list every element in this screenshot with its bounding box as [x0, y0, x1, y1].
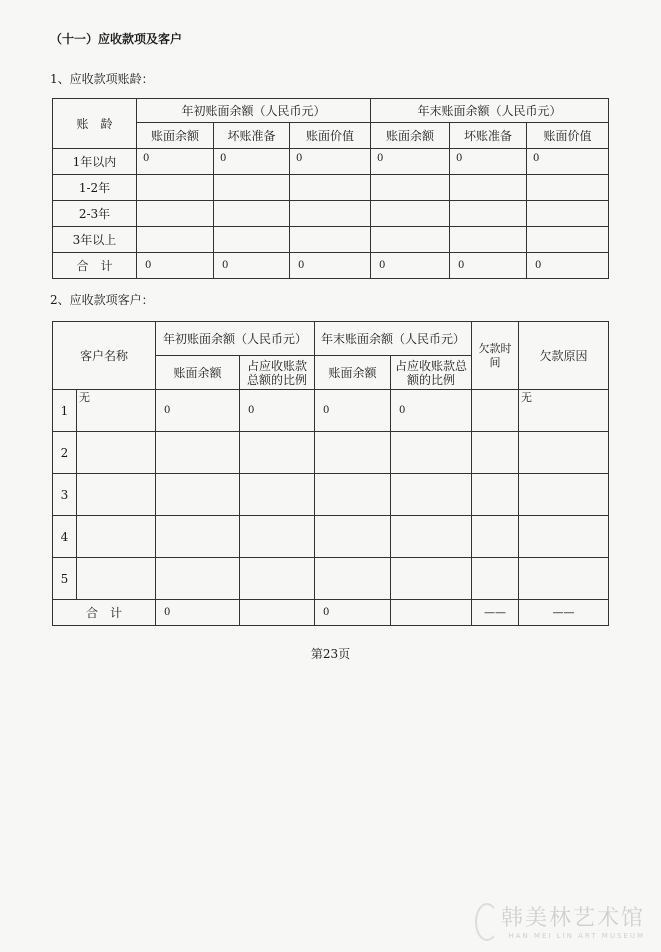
- cell: 0: [214, 149, 290, 175]
- overdue-time: [472, 516, 519, 558]
- total-label: 合 计: [53, 600, 156, 626]
- col-header: 账面余额: [371, 123, 450, 149]
- watermark-subtext: HAN MEI LIN ART MUSEUM: [508, 932, 645, 940]
- begin-balance-header: 年初账面余额（人民币元）: [156, 322, 315, 356]
- cell: [450, 201, 527, 227]
- cell: [290, 227, 371, 253]
- col-header: 坏账准备: [450, 123, 527, 149]
- cell: [156, 558, 240, 600]
- row-label: 合 计: [53, 253, 137, 279]
- cell: 0: [450, 149, 527, 175]
- cell: [240, 558, 315, 600]
- cell: [214, 175, 290, 201]
- section-heading: （十一）应收款项及客户: [50, 32, 183, 46]
- cell: [391, 432, 472, 474]
- customer-table: [52, 321, 609, 626]
- col-header: 占应收账款总额的比例: [240, 356, 315, 390]
- cell: [315, 432, 391, 474]
- age-header: 账 龄: [53, 99, 137, 149]
- customer-table-title: 2、应收款项客户：: [50, 293, 154, 307]
- cell: [240, 432, 315, 474]
- cell: [240, 516, 315, 558]
- cell: 0: [391, 390, 472, 432]
- cell: [315, 516, 391, 558]
- cell: [391, 474, 472, 516]
- row-label: 1年以内: [53, 149, 137, 175]
- cell: 0: [450, 253, 527, 279]
- cell: [371, 175, 450, 201]
- table-row: [53, 201, 609, 227]
- row-index: 2: [53, 432, 77, 474]
- customer-name: [77, 516, 156, 558]
- cell: [240, 474, 315, 516]
- row-index: 3: [53, 474, 77, 516]
- cell: 0: [240, 390, 315, 432]
- cell: [527, 227, 609, 253]
- cell: 0: [315, 390, 391, 432]
- cell: 0: [137, 253, 214, 279]
- customer-name: [77, 558, 156, 600]
- cell: [371, 201, 450, 227]
- aging-table-title: 1、应收款项账龄：: [50, 72, 154, 86]
- customer-name: [77, 474, 156, 516]
- cell: [290, 201, 371, 227]
- cell: 0: [527, 253, 609, 279]
- overdue-reason: [519, 558, 609, 600]
- col-header: 坏账准备: [214, 123, 290, 149]
- cell: 0: [527, 149, 609, 175]
- row-label: 1-2年: [53, 175, 137, 201]
- overdue-time: [472, 390, 519, 432]
- cell: [315, 474, 391, 516]
- cell: 0: [214, 253, 290, 279]
- table-row: [53, 558, 609, 600]
- cell: 0: [290, 253, 371, 279]
- cell: 0: [290, 149, 371, 175]
- overdue-time: ——: [472, 600, 519, 626]
- cell: [137, 227, 214, 253]
- customer-name: [77, 432, 156, 474]
- cell: [391, 516, 472, 558]
- cell: [156, 516, 240, 558]
- col-header: 占应收账款总额的比例: [391, 356, 472, 390]
- overdue-time-header: 欠款时间: [472, 322, 519, 390]
- cell: 0: [156, 600, 240, 626]
- cell: [391, 558, 472, 600]
- cell: 0: [137, 149, 214, 175]
- end-balance-header: 年末账面余额（人民币元）: [315, 322, 472, 356]
- row-index: 1: [53, 390, 77, 432]
- cell: [315, 558, 391, 600]
- customer-name-header: 客户名称: [53, 322, 156, 390]
- watermark-text: 韩美林艺术馆: [500, 906, 645, 931]
- row-index: 4: [53, 516, 77, 558]
- customer-name: 无: [77, 390, 156, 432]
- overdue-reason-header: 欠款原因: [519, 322, 609, 390]
- cell: [214, 227, 290, 253]
- table-row: [53, 149, 609, 175]
- table-row: [53, 227, 609, 253]
- page-number: 第23页: [310, 647, 351, 661]
- overdue-time: [472, 558, 519, 600]
- col-header: 账面余额: [156, 356, 240, 390]
- cell: 0: [371, 149, 450, 175]
- cell: [391, 600, 472, 626]
- row-label: 2-3年: [53, 201, 137, 227]
- col-header: 账面价值: [527, 123, 609, 149]
- table-row: [53, 175, 609, 201]
- overdue-reason: [519, 432, 609, 474]
- table-row: [53, 474, 609, 516]
- cell: [371, 227, 450, 253]
- cell: [527, 201, 609, 227]
- cell: 0: [371, 253, 450, 279]
- table-row: [53, 432, 609, 474]
- cell: [137, 175, 214, 201]
- col-header: 账面余额: [315, 356, 391, 390]
- cell: 0: [315, 600, 391, 626]
- overdue-reason: ——: [519, 600, 609, 626]
- cell: [156, 474, 240, 516]
- col-header: 账面余额: [137, 123, 214, 149]
- cell: [290, 175, 371, 201]
- table-row: [53, 390, 609, 432]
- overdue-reason: [519, 516, 609, 558]
- cell: [137, 201, 214, 227]
- overdue-reason: [519, 474, 609, 516]
- table-row-total: [53, 600, 609, 626]
- cell: 0: [156, 390, 240, 432]
- cell: [214, 201, 290, 227]
- end-balance-header: 年末账面余额（人民币元）: [371, 99, 609, 123]
- cell: [156, 432, 240, 474]
- watermark-logo-icon: [475, 903, 499, 941]
- aging-table: [52, 98, 609, 279]
- overdue-time: [472, 432, 519, 474]
- row-label: 3年以上: [53, 227, 137, 253]
- table-row-total: [53, 253, 609, 279]
- cell: [450, 227, 527, 253]
- overdue-reason: 无: [519, 390, 609, 432]
- overdue-time: [472, 474, 519, 516]
- begin-balance-header: 年初账面余额（人民币元）: [137, 99, 371, 123]
- cell: [527, 175, 609, 201]
- cell: [240, 600, 315, 626]
- row-index: 5: [53, 558, 77, 600]
- table-row: [53, 516, 609, 558]
- cell: [450, 175, 527, 201]
- watermark: [501, 901, 645, 940]
- col-header: 账面价值: [290, 123, 371, 149]
